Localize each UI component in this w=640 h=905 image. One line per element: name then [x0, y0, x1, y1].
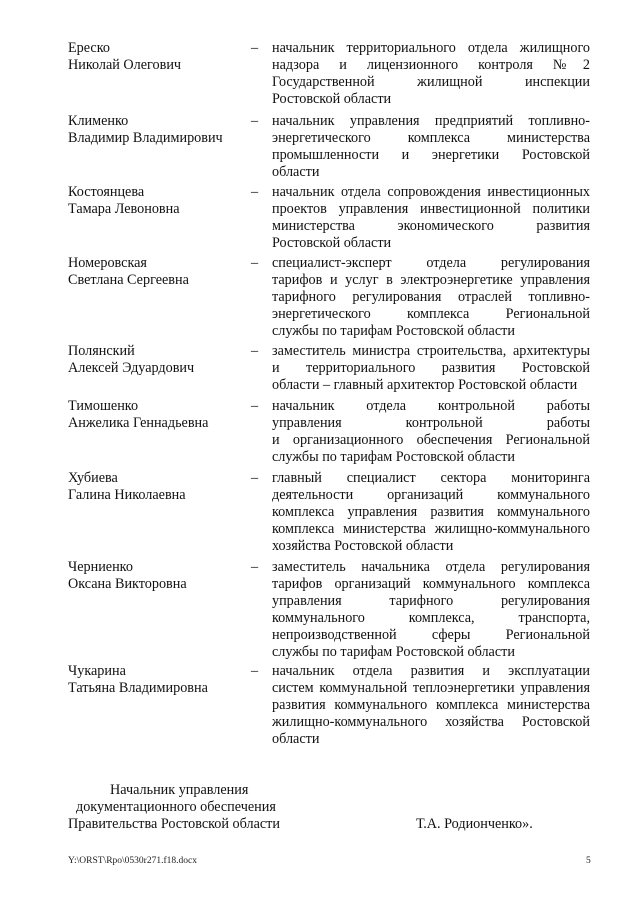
dash-separator: –	[251, 113, 259, 129]
dash-separator: –	[251, 40, 259, 56]
position-line: области	[272, 731, 320, 747]
position-line: Ростовской области	[272, 235, 392, 251]
member-surname: Клименко	[68, 113, 129, 129]
member-position	[272, 40, 590, 108]
page-number: 5	[586, 856, 591, 866]
position-line: управления контрольной работы	[272, 415, 590, 431]
position-line: заместитель министра строительства, архитектуры	[272, 343, 590, 359]
member-position	[272, 470, 590, 555]
member-position	[272, 343, 590, 394]
position-line: хозяйства Ростовской области	[272, 538, 454, 554]
member-surname: Полянский	[68, 343, 135, 359]
position-line: министерства экономического развития	[272, 218, 590, 234]
position-line: коммунального комплекса, транспорта,	[272, 610, 590, 626]
dash-separator: –	[251, 184, 259, 200]
member-position	[272, 184, 590, 252]
position-line: Государственной жилищной инспекции	[272, 74, 590, 90]
position-line: проектов управления инвестиционной политики	[272, 201, 590, 217]
member-surname: Ереско	[68, 40, 110, 56]
member-given-names: Татьяна Владимировна	[68, 680, 208, 696]
member-given-names: Тамара Левоновна	[68, 201, 180, 217]
member-position	[272, 255, 590, 340]
member-position	[272, 113, 590, 181]
position-line: службы по тарифам Ростовской области	[272, 449, 515, 465]
position-line: и территориального развития Ростовской	[272, 360, 590, 376]
member-name	[68, 343, 253, 377]
dash-separator: –	[251, 255, 259, 271]
member-position	[272, 398, 590, 466]
member-given-names: Анжелика Геннадьевна	[68, 415, 209, 431]
dash-separator: –	[251, 559, 259, 575]
member-position	[272, 663, 590, 748]
position-line: энергетического комплекса Региональной	[272, 306, 590, 322]
position-line: области – главный архитектор Ростовской области	[272, 377, 578, 393]
member-surname: Чукарина	[68, 663, 126, 679]
member-name	[68, 40, 253, 74]
position-line: промышленности и энергетики Ростовской	[272, 147, 590, 163]
dash-separator: –	[251, 398, 259, 414]
member-given-names: Галина Николаевна	[68, 487, 186, 503]
file-path: Y:\ORST\Rpo\0530r271.f18.docx	[68, 856, 197, 866]
position-line: систем коммунальной теплоэнергетики управления	[272, 680, 590, 696]
position-line: области	[272, 164, 320, 180]
position-line: начальник территориального отдела жилищного	[272, 40, 590, 56]
position-line: тарифов и услуг в электроэнергетике управления	[272, 272, 590, 288]
member-position	[272, 559, 590, 661]
position-line: тарифов организаций коммунального комплекса	[272, 576, 590, 592]
member-surname: Номеровская	[68, 255, 147, 271]
position-line: начальник отдела сопровождения инвестиционных	[272, 184, 590, 200]
member-surname: Костоянцева	[68, 184, 145, 200]
member-given-names: Николай Олегович	[68, 57, 182, 73]
dash-separator: –	[251, 663, 259, 679]
member-name	[68, 184, 253, 218]
member-given-names: Оксана Викторовна	[68, 576, 187, 592]
member-surname: Тимошенко	[68, 398, 139, 414]
position-line: начальник отдела развития и эксплуатации	[272, 663, 590, 679]
position-line: и организационного обеспечения Региональной	[272, 432, 590, 448]
member-name	[68, 113, 253, 147]
dash-separator: –	[251, 343, 259, 359]
member-name	[68, 255, 253, 289]
signature-position-line-1: Начальник управления	[110, 782, 249, 798]
member-surname: Хубиева	[68, 470, 118, 486]
position-line: надзора и лицензионного контроля №2	[272, 57, 590, 73]
dash-separator: –	[251, 470, 259, 486]
member-given-names: Алексей Эдуардович	[68, 360, 195, 376]
member-name	[68, 663, 253, 697]
position-line: комплекса министерства жилищно-коммунального	[272, 521, 590, 537]
member-given-names: Светлана Сергеевна	[68, 272, 189, 288]
member-surname: Черниенко	[68, 559, 133, 575]
position-line: жилищно-коммунального хозяйства Ростовской	[272, 714, 590, 730]
position-line: начальник отдела контрольной работы	[272, 398, 590, 414]
signature-position-line-3: Правительства Ростовской области	[68, 816, 280, 832]
member-name	[68, 559, 253, 593]
position-line: службы по тарифам Ростовской области	[272, 323, 515, 339]
position-line: Ростовской области	[272, 91, 392, 107]
position-line: главный специалист сектора мониторинга	[272, 470, 590, 486]
position-line: комплекса управления развития коммунального	[272, 504, 590, 520]
position-line: развития коммунального комплекса министерства	[272, 697, 590, 713]
signature-position-line-2: документационного обеспечения	[76, 799, 276, 815]
member-name	[68, 398, 253, 432]
position-line: управления тарифного регулирования	[272, 593, 590, 609]
member-name	[68, 470, 253, 504]
signer-name: Т.А. Родионченко».	[416, 816, 533, 832]
position-line: энергетического комплекса министерства	[272, 130, 590, 146]
position-line: специалист-эксперт отдела регулирования	[272, 255, 590, 271]
position-line: деятельности организаций коммунального	[272, 487, 590, 503]
position-line: тарифного регулирования отраслей топливно-	[272, 289, 590, 305]
position-line: службы по тарифам Ростовской области	[272, 644, 515, 660]
position-line: заместитель начальника отдела регулирования	[272, 559, 590, 575]
position-line: начальник управления предприятий топливно-	[272, 113, 590, 129]
position-line: непроизводственной сферы Региональной	[272, 627, 590, 643]
member-given-names: Владимир Владимирович	[68, 130, 223, 146]
